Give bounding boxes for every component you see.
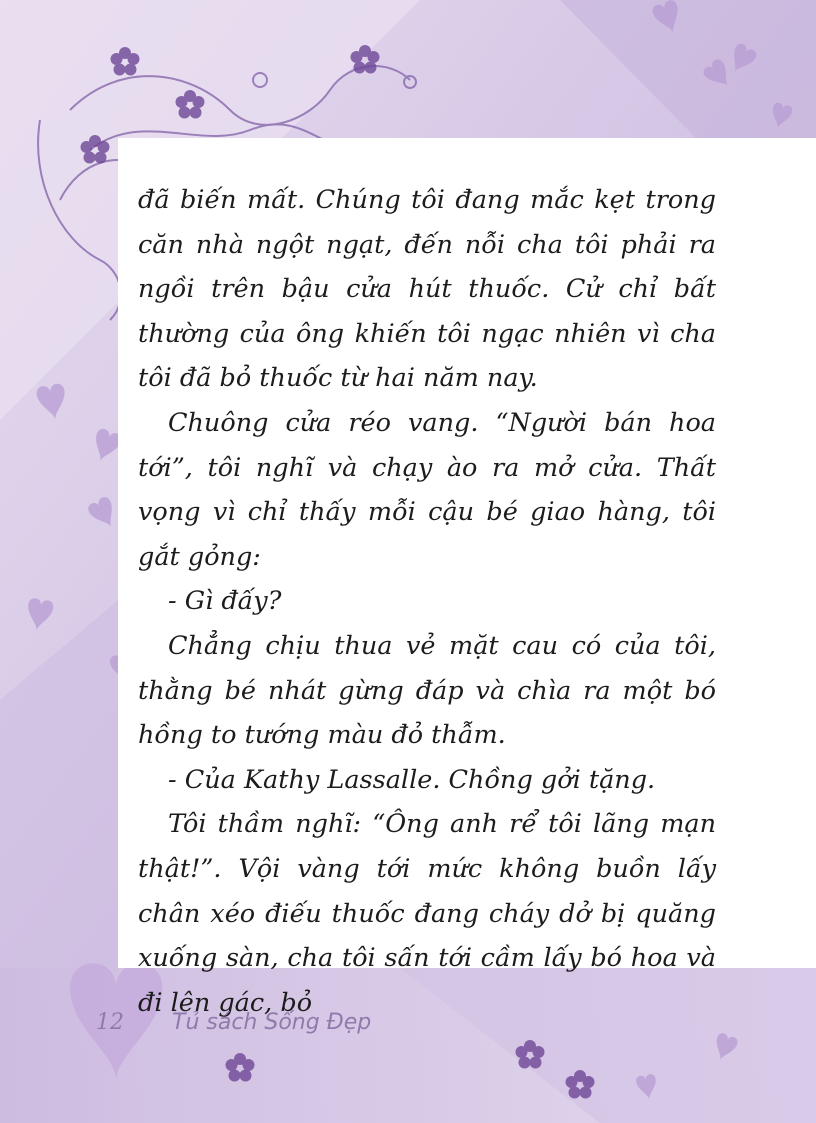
series-title: Tủ sách Sống Đẹp — [172, 1010, 372, 1035]
paragraph: Chuông cửa réo vang. “Người bán hoa tới”, tôi nghĩ và chạy ào ra mở cửa. Thất vọng vì chỉ thấy mỗi cậu bé giao hàng, tôi gắt gỏng: — [138, 407, 716, 572]
paragraph: đã biến mất. Chúng tôi đang mắc kẹt trong căn nhà ngột ngạt, đến nỗi cha tôi phải ra ngồi trên bậu cửa hút thuốc. Cử chỉ bất thường của ông khiến tôi ngạc nhiên vì cha tôi đã bỏ thuốc từ hai năm nay. — [138, 185, 716, 394]
page-number: 12 — [96, 1010, 124, 1035]
paragraph: - Gì đấy? — [168, 586, 282, 617]
paragraph: Tôi thầm nghĩ: “Ông anh rể tôi lãng mạn thật!”. Vội vàng tới mức không buồn lấy chân xéo điếu thuốc đang cháy dở bị quăng xuống sàn, cha tôi sấn tới cầm lấy bó hoa và đi lên gác, bỏ — [138, 809, 716, 1018]
paragraph: - Của Kathy Lassalle. Chồng gởi tặng. — [168, 764, 656, 795]
paragraph: Chẳng chịu thua vẻ mặt cau có của tôi, thằng bé nhát gừng đáp và chìa ra một bó hồng to tướng màu đỏ thẫm. — [138, 630, 716, 751]
body-text — [138, 178, 716, 1025]
